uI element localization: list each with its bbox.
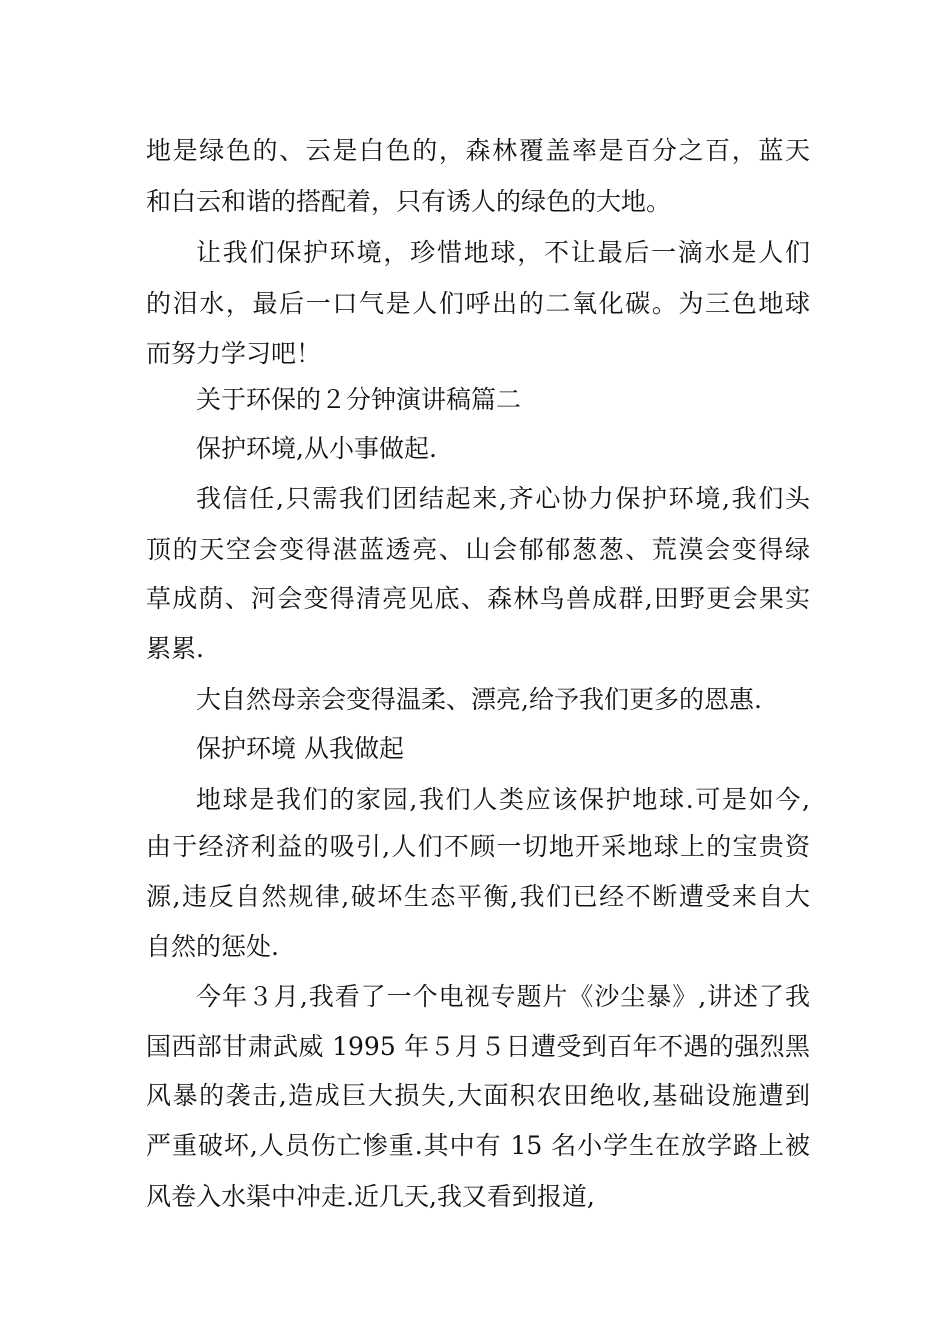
text-line: 顶的天空会变得湛蓝透亮、山会郁郁葱葱、荒漠会变得绿	[146, 535, 810, 564]
text-line: 今年３月,我看了一个电视专题片《沙尘暴》,讲述了我	[196, 982, 810, 1011]
text-line: 风卷入水渠中冲走.近几天,我又看到报道,	[146, 1182, 595, 1211]
text-line: 严重破坏,人员伤亡惨重.其中有 15 名小学生在放学路上被	[146, 1131, 810, 1160]
text-line: 让我们保护环境，珍惜地球，不让最后一滴水是人们	[196, 238, 810, 267]
text-line: 草成荫、河会变得清亮见底、森林鸟兽成群,田野更会果实	[146, 584, 810, 613]
text-line: 地是绿色的、云是白色的，森林覆盖率是百分之百，蓝天	[146, 136, 810, 165]
text-line: 自然的惩处.	[146, 932, 279, 961]
text-line: 和白云和谐的搭配着，只有诱人的绿色的大地。	[146, 187, 672, 216]
text-line: 保护环境 从我做起	[196, 734, 404, 763]
text-line: 风暴的袭击,造成巨大损失,大面积农田绝收,基础设施遭到	[146, 1081, 810, 1110]
text-line: 国西部甘肃武威 1995 年５月５日遭受到百年不遇的强烈黑	[146, 1032, 810, 1061]
text-line: 的泪水，最后一口气是人们呼出的二氧化碳。为三色地球	[146, 289, 810, 318]
text-line: 累累.	[146, 634, 204, 663]
text-line: 由于经济利益的吸引,人们不顾一切地开采地球上的宝贵资	[146, 832, 810, 861]
text-line: 大自然母亲会变得温柔、漂亮,给予我们更多的恩惠.	[196, 685, 762, 714]
section-heading: 关于环保的２分钟演讲稿篇二	[196, 385, 522, 414]
text-line: 地球是我们的家园,我们人类应该保护地球.可是如今,	[196, 785, 810, 814]
text-line: 而努力学习吧！	[146, 339, 322, 368]
text-line: 我信任,只需我们团结起来,齐心协力保护环境,我们头	[196, 484, 810, 513]
text-line: 源,违反自然规律,破坏生态平衡,我们已经不断遭受来自大	[146, 882, 810, 911]
text-line: 保护环境,从小事做起.	[196, 434, 437, 463]
